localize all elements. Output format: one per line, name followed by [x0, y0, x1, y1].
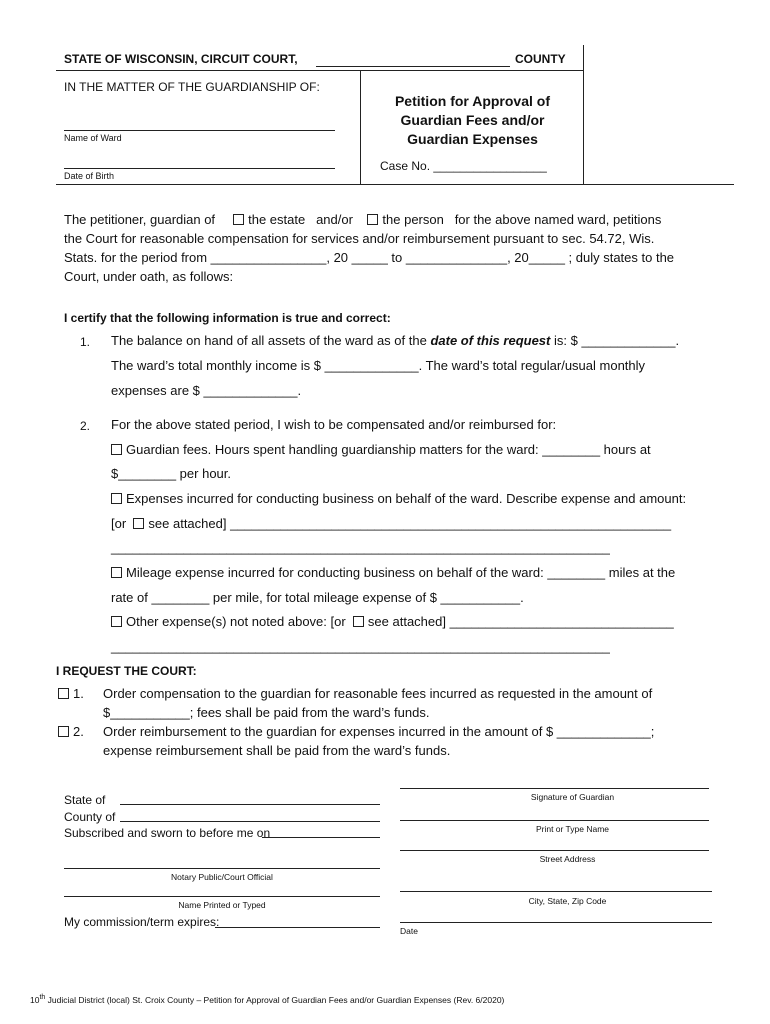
print-name-line[interactable] [400, 820, 709, 821]
item-1-balance-blank: is: $ _____________. [554, 333, 680, 348]
person-checkbox[interactable] [367, 214, 378, 225]
other-see-attached-checkbox[interactable] [353, 616, 364, 627]
other-blank-line[interactable]: _____________________________________________________________________ [111, 639, 610, 654]
header-divider [56, 70, 584, 71]
intro-petitions: for the above named ward, petitions [454, 212, 662, 227]
mileage-line-2[interactable]: rate of ________ per mile, for total mileage expense of $ ___________. [111, 590, 524, 605]
guardian-fees-text: Guardian fees. Hours spent handling guardianship matters for the ward: ________ hours at [126, 442, 651, 457]
signature-label: Signature of Guardian [530, 792, 615, 802]
request-heading: I REQUEST THE COURT: [56, 664, 197, 678]
expenses-or-label: [or [111, 516, 127, 531]
subscribed-date-line[interactable] [262, 837, 380, 838]
person-label: the person [382, 212, 444, 227]
intro-line-2: the Court for reasonable compensation for services and/or reimbursement pursuant to sec. 54.72, Wis. [64, 231, 655, 246]
intro-line-3[interactable]: Stats. for the period from ________________, 20 _____ to ______________, 20_____ ; duly states to the [64, 250, 675, 265]
subscribed-label: Subscribed and sworn to before me on [64, 826, 271, 840]
commission-label: My commission/term expires: [64, 915, 220, 929]
footer-text: Judicial District (local) St. Croix County – Petition for Approval of Guardian Fees and/or Guardian Expenses (Rev. 6/2020) [45, 994, 505, 1005]
footer-district-suffix: th [39, 994, 46, 1001]
mileage-text: Mileage expense incurred for conducting business on behalf of the ward: ________ miles at the [126, 565, 676, 580]
other-see-attached-text: see attached] _______________________________ [367, 614, 674, 629]
date-of-birth-line[interactable] [64, 168, 335, 169]
date-of-request-label: date of this request [430, 333, 551, 348]
header-bottom-rule [56, 184, 734, 185]
request-1-marker[interactable] [58, 686, 84, 701]
intro-line-4: Court, under oath, as follows: [64, 269, 234, 284]
item-1-line-3[interactable]: expenses are $ _____________. [111, 383, 302, 398]
city-state-zip-line[interactable] [400, 891, 712, 892]
expenses-line-1[interactable] [111, 491, 686, 506]
date-line[interactable] [400, 922, 712, 923]
guardian-fees-checkbox[interactable] [111, 444, 122, 455]
request-1-line-2[interactable]: $___________; fees shall be paid from the ward’s funds. [103, 705, 430, 720]
intro-guardian-of: The petitioner, guardian of [64, 212, 216, 227]
notary-signature-line[interactable] [64, 868, 380, 869]
name-printed-label: Name Printed or Typed [178, 900, 266, 910]
request-1-number: 1. [73, 686, 84, 701]
footer-district-number: 10 [30, 994, 40, 1005]
street-address-line[interactable] [400, 850, 709, 851]
other-expense-checkbox[interactable] [111, 616, 122, 627]
expenses-see-attached-text: see attached] _____________________________________________________________ [148, 516, 672, 531]
page-title [360, 92, 585, 149]
other-expense-text: Other expense(s) not noted above: [or [126, 614, 346, 629]
city-state-zip-label: City, State, Zip Code [528, 896, 607, 906]
certify-heading: I certify that the following information is true and correct: [64, 311, 391, 325]
date-of-birth-label: Date of Birth [64, 171, 115, 181]
guardian-signature-line[interactable] [400, 788, 709, 789]
request-2-text[interactable] [103, 722, 654, 760]
request-2-line-1[interactable]: Order reimbursement to the guardian for expenses incurred in the amount of $ _____________; [103, 724, 655, 739]
expenses-checkbox[interactable] [111, 493, 122, 504]
item-2-number: 2. [80, 419, 91, 433]
expenses-line-2[interactable] [111, 516, 671, 531]
county-blank[interactable] [316, 66, 510, 67]
court-caption [64, 52, 298, 66]
request-1-line-1: Order compensation to the guardian for reasonable fees incurred as requested in the amount of [103, 686, 653, 701]
footer [30, 994, 504, 1005]
request-1-text[interactable] [103, 684, 652, 722]
intro-paragraph [64, 210, 674, 286]
request-2-checkbox[interactable] [58, 726, 69, 737]
estate-checkbox[interactable] [233, 214, 244, 225]
title-line-3: Guardian Expenses [407, 131, 538, 147]
commission-line[interactable] [215, 927, 380, 928]
expenses-see-attached-checkbox[interactable] [133, 518, 144, 529]
ward-name-line[interactable] [64, 130, 335, 131]
intro-line-1 [64, 210, 674, 229]
matter-label: IN THE MATTER OF THE GUARDIANSHIP OF: [64, 80, 320, 94]
estate-label: the estate [248, 212, 306, 227]
guardian-fees-line-1[interactable] [111, 442, 651, 457]
request-1-checkbox[interactable] [58, 688, 69, 699]
and-or-label: and/or [316, 212, 353, 227]
request-2-number: 2. [73, 724, 84, 739]
state-of-line[interactable] [120, 804, 380, 805]
guardian-fees-line-2[interactable]: $________ per hour. [111, 466, 231, 481]
notary-label: Notary Public/Court Official [171, 872, 273, 882]
date-label: Date [400, 926, 418, 936]
other-expense-line[interactable] [111, 614, 674, 629]
state-of-label: State of [64, 793, 106, 807]
item-2-intro: For the above stated period, I wish to be compensated and/or reimbursed for: [111, 417, 557, 432]
print-name-label: Print or Type Name [535, 824, 610, 834]
request-2-line-2: expense reimbursement shall be paid from the ward’s funds. [103, 743, 451, 758]
street-address-label: Street Address [539, 854, 596, 864]
item-1-text-a: The balance on hand of all assets of the ward as of the [111, 333, 427, 348]
notary-name-line[interactable] [64, 896, 380, 897]
item-1-line-2[interactable]: The ward’s total monthly income is $ _____________. The ward’s total regular/usual monthly [111, 358, 646, 373]
name-of-ward-label: Name of Ward [64, 133, 122, 143]
item-1-line-1[interactable] [111, 333, 679, 348]
case-number[interactable]: Case No. _________________ [380, 159, 547, 173]
county-of-label: County of [64, 810, 116, 824]
court-prefix: STATE OF WISCONSIN, CIRCUIT COURT, [64, 52, 298, 66]
mileage-checkbox[interactable] [111, 567, 122, 578]
title-line-2: Guardian Fees and/or [400, 112, 545, 128]
county-label: COUNTY [515, 52, 566, 66]
county-of-line[interactable] [120, 821, 380, 822]
expenses-text: Expenses incurred for conducting business on behalf of the ward. Describe expense and amount: [126, 491, 687, 506]
request-2-marker[interactable] [58, 724, 84, 739]
mileage-line-1[interactable] [111, 565, 675, 580]
expenses-blank-line[interactable]: _____________________________________________________________________ [111, 540, 610, 555]
item-1-number: 1. [80, 335, 91, 349]
title-line-1: Petition for Approval of [394, 93, 551, 109]
